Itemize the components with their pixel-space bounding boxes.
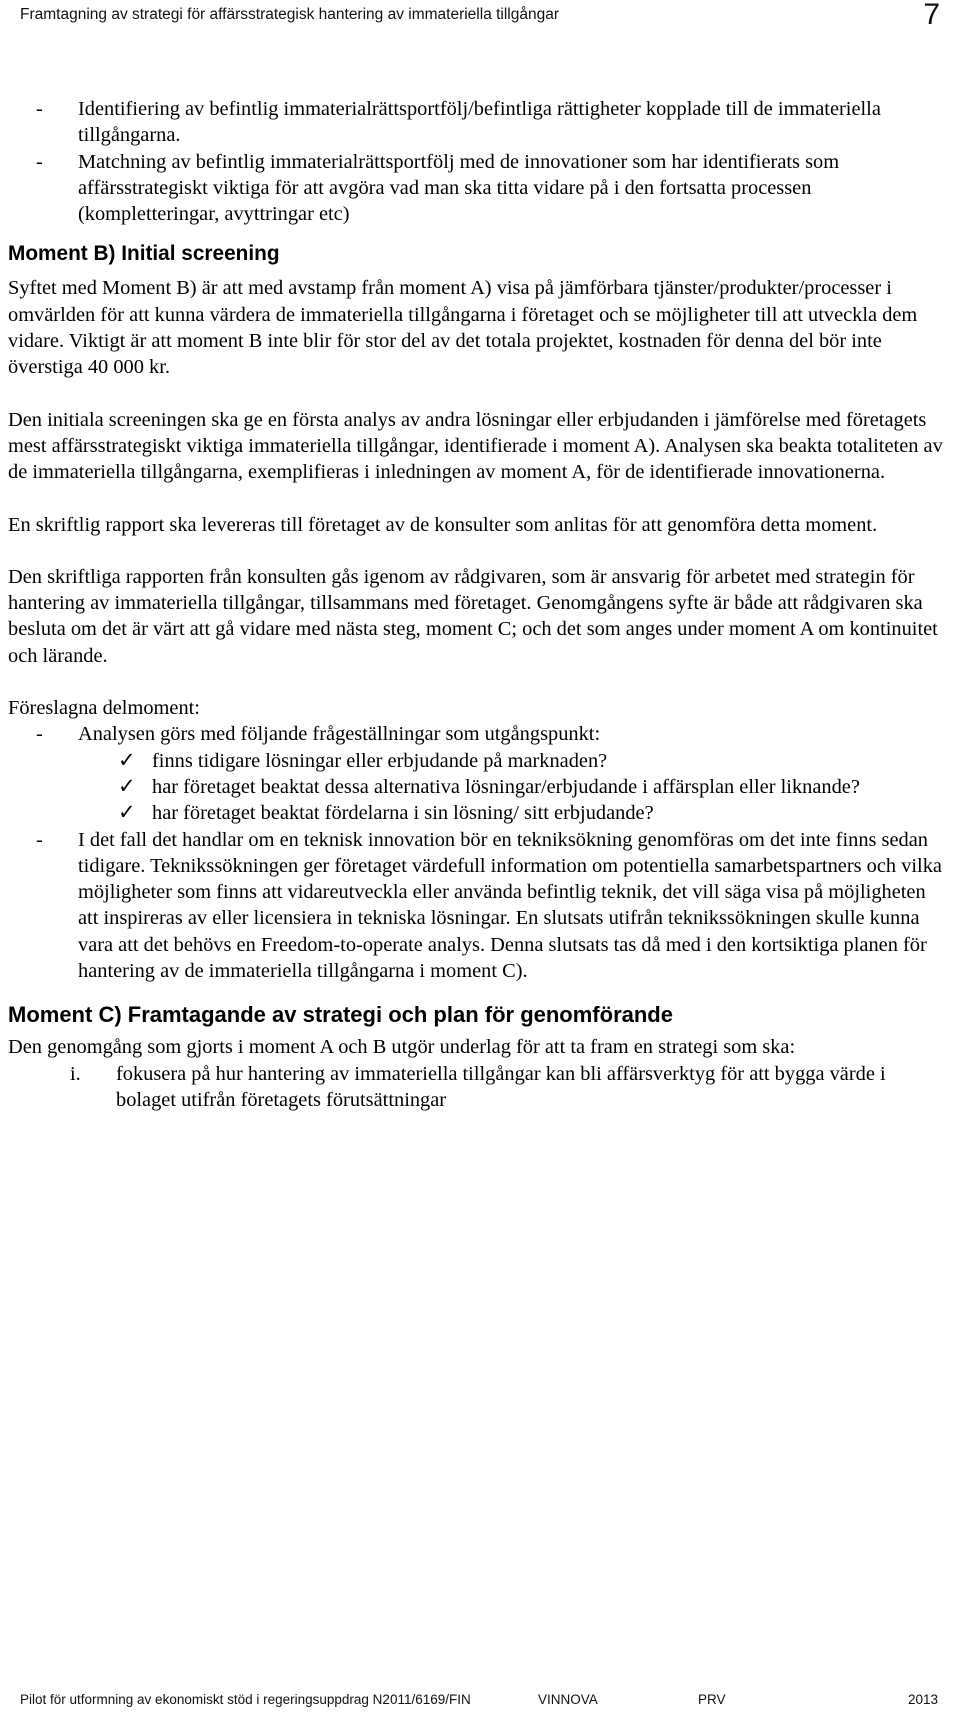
checkmark-icon: ✓ xyxy=(118,773,136,798)
document-body xyxy=(8,96,943,1113)
check-list-item xyxy=(8,800,943,826)
footer-org: VINNOVA xyxy=(538,1692,598,1707)
moment-c-heading: Moment C) Framtagande av strategi och plan för genomförande xyxy=(8,1002,673,1028)
roman-marker: i. xyxy=(70,1062,81,1085)
roman-item-text: fokusera på hur hantering av immateriella tillgångar kan bli affärsverktyg för att bygga värde i bolaget utifrån företagets förutsättningar xyxy=(116,1062,886,1111)
intro-list-item xyxy=(8,149,943,228)
footer-code: PRV xyxy=(698,1692,726,1707)
intro-list-item xyxy=(8,96,943,149)
page-footer xyxy=(20,1692,940,1714)
moment-b-heading: Moment B) Initial screening xyxy=(8,242,280,266)
page-header xyxy=(20,0,940,34)
checkmark-icon: ✓ xyxy=(118,800,136,825)
check-item-text: har företaget beaktat fördelarna i sin lösning/ sitt erbjudande? xyxy=(152,802,654,825)
dash-marker: - xyxy=(36,150,43,173)
delmoment-item xyxy=(8,827,943,985)
check-item-text: har företaget beaktat dessa alternativa lösningar/erbjudande i affärsplan eller liknande? xyxy=(152,775,860,798)
delmoment-text: Analysen görs med följande frågeställningar som utgångspunkt: xyxy=(78,723,601,746)
dash-marker: - xyxy=(36,98,43,120)
intro-item-text: Identifiering av befintlig immaterialrättsportfölj/befintliga rättigheter kopplade till de immateriella tillgångarna. xyxy=(78,98,881,147)
dash-marker: - xyxy=(36,828,43,851)
paragraph: Den genomgång som gjorts i moment A och B utgör underlag för att ta fram en strategi som ska: xyxy=(8,1036,796,1059)
paragraph: En skriftlig rapport ska levereras till företaget av de konsulter som anlitas för att genomföra detta moment. xyxy=(8,513,878,536)
dash-marker: - xyxy=(36,723,43,746)
check-list-item xyxy=(8,774,943,800)
delmoment-text: I det fall det handlar om en teknisk innovation bör en tekniksökning genomföras om det inte finns sedan tidigare. Teknikssökningen ger företaget värdefull information om potentiella samarbetspartners och vilka möjligheter som finns att vidareutveckla eller använda befintlig teknik, det vill säga visa på möjligheten att inspireras av eller licensiera in tekniska lösningar. En slutsats utifrån teknikssökningen skulle kunna vara att det behövs en Freedom-to-operate analys. Denna slutsats tas då med i den kortsiktiga planen för hantering av de immateriella tillgångarna i moment C). xyxy=(78,828,942,983)
intro-item-text: Matchning av befintlig immaterialrättsportfölj med de innovationer som har identifierats som affärsstrategiskt viktiga för att avgöra vad man ska titta vidare på i den fortsatta processen (kompletteringar, avyttringar etc) xyxy=(78,150,840,226)
paragraph: Den skriftliga rapporten från konsulten gås igenom av rådgivaren, som är ansvarig för arbetet med strategin för hantering av immateriella tillgångar, tillsammans med företaget. Genomgångens syfte är både att rådgivaren ska besluta om det är värt att gå vidare med nästa steg, moment C; och det som anges under moment A om kontinuitet och lärande. xyxy=(8,565,938,667)
footer-year: 2013 xyxy=(907,1692,938,1707)
page-number: 7 xyxy=(923,0,940,31)
paragraph: Syftet med Moment B) är att med avstamp från moment A) visa på jämförbara tjänster/produkter/processer i omvärlden för att kunna värdera de immateriella tillgångarna i företaget och se möjligheter till att utveckla dem vidare. Viktigt är att moment B inte blir för stor del av det totala projektet, kostnaden för denna del bör inte överstiga 40 000 kr. xyxy=(8,277,918,379)
check-item-text: finns tidigare lösningar eller erbjudande på marknaden? xyxy=(152,749,608,772)
header-title: Framtagning av strategi för affärsstrategisk hantering av immateriella tillgångar xyxy=(20,6,560,23)
delmoment-item xyxy=(8,721,943,747)
footer-text: Pilot för utformning av ekonomiskt stöd i regeringsuppdrag N2011/6169/FIN xyxy=(20,1692,471,1707)
paragraph: Den initiala screeningen ska ge en första analys av andra lösningar eller erbjudanden i jämförelse med företagets mest affärsstrategiskt viktiga immateriella tillgångar, identifierade i moment A). Analysen ska beakta totaliteten av de immateriella tillgångarna, exemplifieras i inledningen av moment A, för de identifierade innovationerna. xyxy=(8,408,943,484)
check-list-item xyxy=(8,748,943,774)
roman-list-item xyxy=(8,1061,943,1114)
checkmark-icon: ✓ xyxy=(118,747,136,772)
sub-label: Föreslagna delmoment: xyxy=(8,697,200,720)
